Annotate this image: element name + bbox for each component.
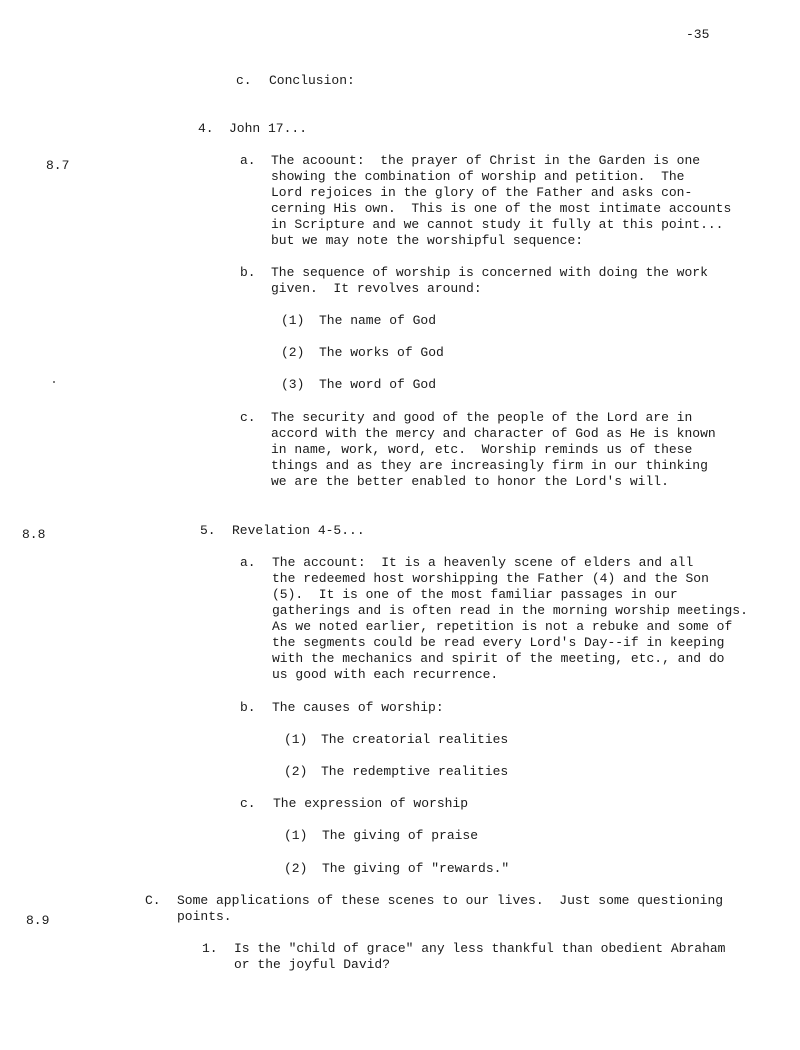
item-text: The causes of worship: xyxy=(272,700,444,715)
item-text: The creatorial realities xyxy=(321,732,509,747)
item-text: given. It revolves around: xyxy=(271,281,482,296)
item-text: Conclusion: xyxy=(269,73,355,88)
item-label: c. xyxy=(240,410,256,425)
item-label: b. xyxy=(240,700,256,715)
item-text: or the joyful David? xyxy=(234,957,391,972)
item-text: we are the better enabled to honor the Lord's will. xyxy=(271,474,669,489)
item-text: but we may note the worshipful sequence: xyxy=(271,233,584,248)
item-label: 1. xyxy=(202,941,218,956)
margin-note: 8.8 xyxy=(22,527,46,542)
item-label: (2) xyxy=(281,345,305,360)
item-label: b. xyxy=(240,265,256,280)
margin-note: 8.7 xyxy=(46,158,70,173)
item-text: John 17... xyxy=(229,121,308,136)
item-label: C. xyxy=(145,893,161,908)
item-text: Is the "child of grace" any less thankful than obedient Abraham xyxy=(234,941,726,956)
page-number: -35 xyxy=(686,27,710,42)
item-text: The security and good of the people of the Lord are in xyxy=(271,410,693,425)
item-text: points. xyxy=(177,909,232,924)
item-text: The expression of worship xyxy=(273,796,469,811)
item-text: Revelation 4-5... xyxy=(232,523,365,538)
item-text: Some applications of these scenes to our lives. Just some questioning xyxy=(177,893,724,908)
item-text: The word of God xyxy=(319,377,437,392)
item-text: in name, work, word, etc. Worship reminds us of these xyxy=(271,442,693,457)
item-label: 4. xyxy=(198,121,214,136)
item-label: (2) xyxy=(284,861,308,876)
item-text: with the mechanics and spirit of the meeting, etc., and do xyxy=(272,651,725,666)
item-text: The works of God xyxy=(319,345,444,360)
item-text: (5). It is one of the most familiar passages in our xyxy=(272,587,678,602)
item-label: c. xyxy=(236,73,252,88)
item-text: cerning His own. This is one of the most intimate accounts xyxy=(271,201,732,216)
item-label: (3) xyxy=(281,377,305,392)
item-label: (2) xyxy=(284,764,308,779)
item-label: 5. xyxy=(200,523,216,538)
item-text: The acoount: the prayer of Christ in the Garden is one xyxy=(271,153,701,168)
item-text: The name of God xyxy=(319,313,437,328)
item-text: accord with the mercy and character of God as He is known xyxy=(271,426,716,441)
stray-mark xyxy=(53,381,55,383)
item-text: The redemptive realities xyxy=(321,764,509,779)
item-text: gatherings and is often read in the morning worship meetings. xyxy=(272,603,748,618)
item-label: (1) xyxy=(281,313,305,328)
item-text: showing the combination of worship and petition. The xyxy=(271,169,685,184)
item-label: a. xyxy=(240,555,256,570)
item-text: things and as they are increasingly firm in our thinking xyxy=(271,458,708,473)
margin-note: 8.9 xyxy=(26,913,50,928)
item-text: Lord rejoices in the glory of the Father and asks con- xyxy=(271,185,693,200)
item-text: in Scripture and we cannot study it fully at this point... xyxy=(271,217,724,232)
item-text: The sequence of worship is concerned with doing the work xyxy=(271,265,708,280)
item-label: a. xyxy=(240,153,256,168)
item-text: the redeemed host worshipping the Father (4) and the Son xyxy=(272,571,709,586)
item-text: us good with each recurrence. xyxy=(272,667,499,682)
item-label: (1) xyxy=(284,732,308,747)
item-text: The giving of "rewards." xyxy=(322,861,510,876)
item-text: As we noted earlier, repetition is not a rebuke and some of xyxy=(272,619,733,634)
item-label: c. xyxy=(240,796,256,811)
item-text: The account: It is a heavenly scene of elders and all xyxy=(272,555,694,570)
item-label: (1) xyxy=(284,828,308,843)
item-text: the segments could be read every Lord's Day--if in keeping xyxy=(272,635,725,650)
item-text: The giving of praise xyxy=(322,828,479,843)
